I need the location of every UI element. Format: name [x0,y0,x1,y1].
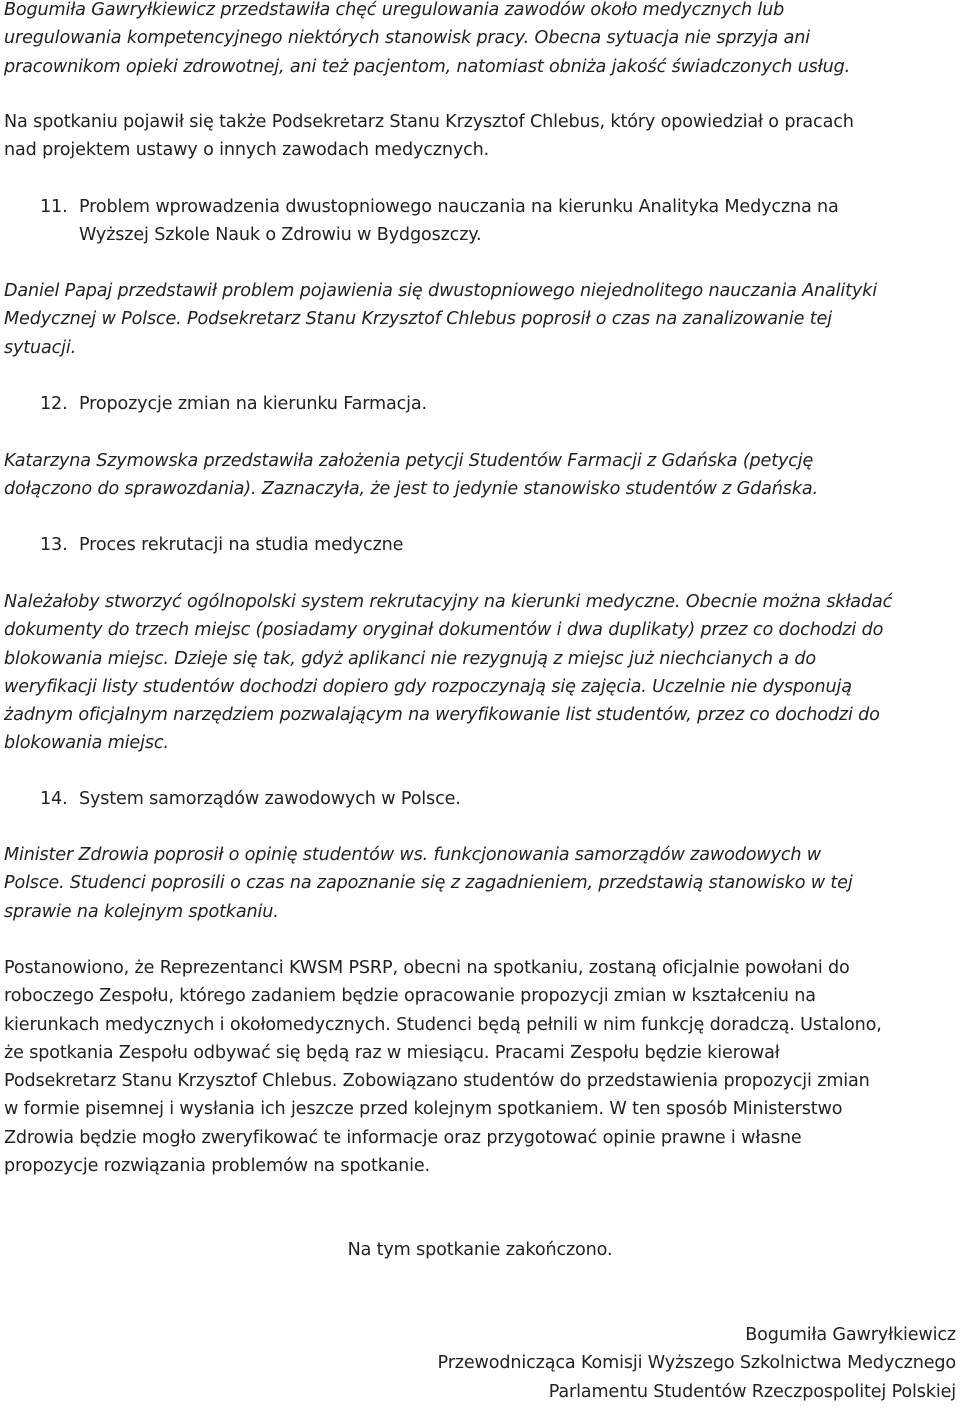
item-14-title: System samorządów zawodowych w Polsce. [79,789,461,809]
resolution-line: Postanowiono, że Reprezentanci KWSM PSRP, obecni na spotkaniu, zostaną oficjalnie powołani do [4,958,850,978]
resolution-paragraph [4,954,882,1180]
resolution-line: w formie pisemnej i wysłania ich jeszcze przed kolejnym spotkaniem. W ten sposób Ministerstwo [4,1099,843,1120]
item-12-heading [40,390,427,418]
item-12-body-line: dołączono do sprawozdania). Zaznaczyła, że jest to jedynie stanowisko studentów z Gdańska. [4,479,818,500]
item-13-heading [40,531,403,559]
item-13-body-line: weryfikacji listy studentów dochodzi dopiero gdy rozpoczynają się zajęcia. Uczelnie nie dysponują [4,676,852,697]
item-11-number: 11. [40,197,68,217]
item-11-body-line: Daniel Papaj przedstawił problem pojawienia się dwustopniowego niejednolitego nauczania Analityki [4,281,877,301]
intro-paragraph [4,0,850,81]
item-12-body [4,447,818,504]
item-11-heading [40,193,839,250]
resolution-line: że spotkania Zespołu odbywać się będą raz w miesiącu. Pracami Zespołu będzie kierował [4,1042,780,1063]
item-13-body-line: blokowania miejsc. Dzieje się tak, gdyż aplikanci nie rezygnują z miejsc już niechcianych a do [4,648,816,669]
item-13-body-line: żadnym oficjalnym narzędziem pozwalającym na weryfikowanie list studentów, przez co dochodzi do [4,705,880,726]
chlebus-line: Na spotkaniu pojawił się także Podsekretarz Stanu Krzysztof Chlebus, który opowiedział o pracach [4,112,854,132]
resolution-line: kierunkach medycznych i okołomedycznych. Studenci będą pełnili w nim funkcję doradczą. Ustalono, [4,1014,882,1035]
item-11-title-line: Problem wprowadzenia dwustopniowego nauczania na kierunku Analityka Medyczna na [79,197,839,217]
signature-name: Bogumiła Gawryłkiewicz [745,1325,956,1345]
item-14-heading [40,785,461,813]
item-14-number: 14. [40,789,68,809]
item-13-title: Proces rekrutacji na studia medyczne [79,535,404,555]
item-13-body-line: blokowania miejsc. [4,733,169,754]
resolution-line: Zdrowia będzie mogło zweryfikować te informacje oraz przygotować opinie prawne i własne [4,1127,802,1148]
intro-line: Bogumiła Gawryłkiewicz przedstawiła chęć uregulowania zawodów około medycznych lub [4,0,785,20]
closing-statement: Na tym spotkanie zakończono. [347,1240,613,1260]
item-11-body-line: Medycznej w Polsce. Podsekretarz Stanu Krzysztof Chlebus poprosił o czas na zanalizowanie tej [4,309,832,330]
resolution-line: propozycje rozwiązania problemów na spotkanie. [4,1156,430,1177]
item-12-title: Propozycje zmian na kierunku Farmacja. [79,394,427,414]
item-12-number: 12. [40,394,68,414]
signature-role-line-2: Parlamentu Studentów Rzeczpospolitej Polskiej [548,1381,956,1402]
intro-line: pracownikom opieki zdrowotnej, ani też pacjentom, natomiast obniża jakość świadczonych usług. [4,56,851,77]
item-11-body-line: sytuacji. [4,337,77,358]
signature-role-line-1: Przewodnicząca Komisji Wyższego Szkolnictwa Medycznego [437,1353,956,1374]
resolution-line: roboczego Zespołu, którego zadaniem będzie opracowanie propozycji zmian w kształceniu na [4,986,816,1007]
signature-block [438,1321,956,1406]
intro-line: uregulowania kompetencyjnego niektórych stanowisk pracy. Obecna sytuacja nie sprzyja ani [4,28,810,49]
item-13-body-line: Należałoby stworzyć ogólnopolski system rekrutacyjny na kierunki medyczne. Obecnie można składać [4,592,893,612]
item-14-body [4,841,853,926]
item-13-body-line: dokumenty do trzech miejsc (posiadamy oryginał dokumentów i dwa duplikaty) przez co dochodzi do [4,620,884,641]
item-12-body-line: Katarzyna Szymowska przedstawiła założenia petycji Studentów Farmacji z Gdańska (petycję [4,451,814,471]
item-11-title-line: Wyższej Szkole Nauk o Zdrowiu w Bydgoszczy. [79,225,482,246]
resolution-line: Podsekretarz Stanu Krzysztof Chlebus. Zobowiązano studentów do przedstawienia propozycji zmian [4,1071,870,1092]
item-14-body-line: Polsce. Studenci poprosili o czas na zapoznanie się z zagadnieniem, przedstawią stanowisko w tej [4,873,853,894]
item-13-number: 13. [40,535,68,555]
item-11-body [4,277,877,362]
item-13-body [4,588,892,758]
item-14-body-line: Minister Zdrowia poprosił o opinię studentów ws. funkcjonowania samorządów zawodowych w [4,845,822,865]
chlebus-line: nad projektem ustawy o innych zawodach medycznych. [4,140,490,161]
item-14-body-line: sprawie na kolejnym spotkaniu. [4,901,279,922]
chlebus-paragraph [4,108,854,165]
